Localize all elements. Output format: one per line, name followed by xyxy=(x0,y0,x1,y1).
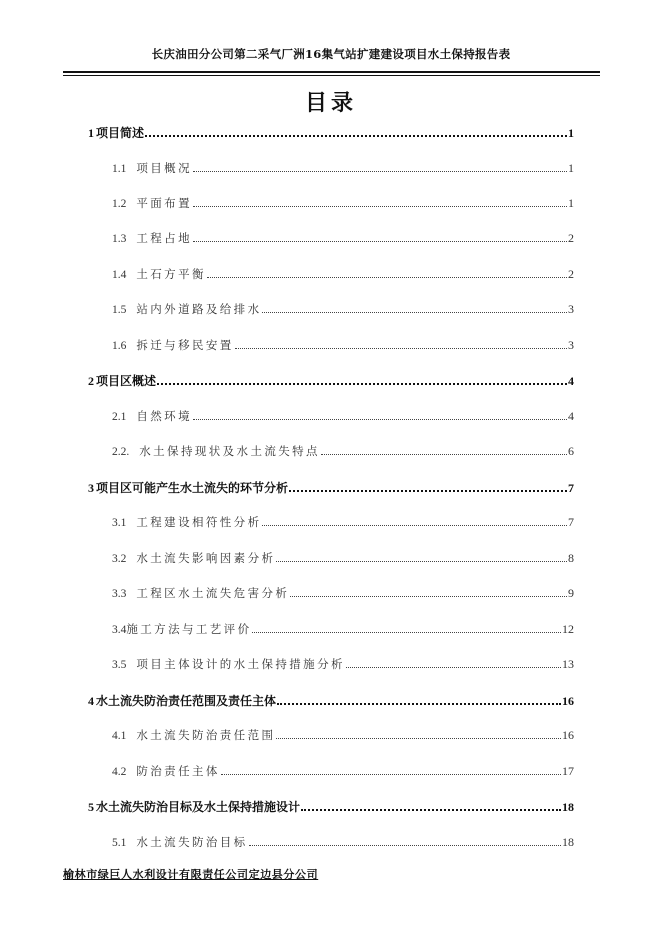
toc-entry-label: 项目区概述 xyxy=(96,374,157,388)
running-header-title: 长庆油田分公司第二采气厂洲16集气站扩建建设项目水土保持报告表 xyxy=(151,47,511,61)
toc-entry-label: 项目主体设计的水土保持措施分析 xyxy=(136,657,345,671)
dot-leader xyxy=(321,453,567,455)
dot-leader xyxy=(193,205,567,207)
dot-leader xyxy=(221,773,561,775)
toc-page-number: 17 xyxy=(562,764,574,778)
toc-section-entry[interactable] xyxy=(112,834,574,854)
toc-section-entry[interactable] xyxy=(112,337,574,357)
toc-entry-label: 站内外道路及给排水 xyxy=(136,302,262,316)
toc-section-entry[interactable] xyxy=(112,763,574,783)
toc-page-number: 3 xyxy=(568,302,574,316)
dot-leader xyxy=(290,595,567,597)
toc-entry-number: 5 xyxy=(88,800,94,814)
toc-entry-number: 2 xyxy=(88,374,94,388)
toc-title: 目录 xyxy=(304,90,357,116)
toc-page-number: 3 xyxy=(568,338,574,352)
toc-entry-label: 水土流失防治目标 xyxy=(136,835,248,849)
dot-leader xyxy=(289,489,567,492)
toc-chapter-entry[interactable] xyxy=(88,479,574,499)
toc-entry-label: 防治责任主体 xyxy=(136,764,220,778)
toc-section-entry[interactable] xyxy=(112,195,574,215)
toc-section-entry[interactable] xyxy=(112,550,574,570)
toc-entry-number: 5.1 xyxy=(112,837,127,849)
toc-chapter-entry[interactable] xyxy=(88,692,574,712)
toc-entry-number: 3.1 xyxy=(112,517,127,529)
dot-leader xyxy=(157,382,567,385)
toc-page-number: 7 xyxy=(568,515,574,529)
toc-entry-number: 2.2. xyxy=(112,446,130,458)
toc-page-number: 8 xyxy=(568,551,574,565)
toc-page-number: 4 xyxy=(568,374,574,388)
toc-entry-number: 1.5 xyxy=(112,304,127,316)
dot-leader xyxy=(193,170,567,172)
toc-entry-label: 项目简述 xyxy=(96,126,145,140)
toc-page-number: 1 xyxy=(568,126,574,140)
toc-page-number: 6 xyxy=(568,444,574,458)
toc-page-number: 1 xyxy=(568,161,574,175)
toc-entry-label: 施工方法与工艺评价 xyxy=(126,622,252,636)
toc-entry-label: 工程建设相符性分析 xyxy=(136,515,262,529)
dot-leader xyxy=(249,844,561,846)
header-rule-thick xyxy=(63,71,600,73)
toc-entry-label: 水土保持现状及水土流失特点 xyxy=(139,444,320,458)
toc-chapter-entry[interactable] xyxy=(88,124,574,144)
header-rule-thin xyxy=(63,75,600,76)
toc-page-number: 4 xyxy=(568,409,574,423)
toc-page-number: 12 xyxy=(562,622,574,636)
toc-entry-number: 1.4 xyxy=(112,269,127,281)
toc-entry-number: 3.3 xyxy=(112,588,127,600)
toc-entry-label: 自然环境 xyxy=(136,409,192,423)
footer-company: 榆林市绿巨人水利设计有限责任公司定边县分公司 xyxy=(63,868,319,881)
toc-entry-number: 1.6 xyxy=(112,340,127,352)
toc-page-number: 7 xyxy=(568,481,574,495)
toc-entry-label: 项目区可能产生水土流失的环节分析 xyxy=(96,481,289,495)
toc-entry-number: 1 xyxy=(88,126,94,140)
toc-entry-label: 工程区水土流失危害分析 xyxy=(136,586,290,600)
toc-page-number: 16 xyxy=(562,694,574,708)
dot-leader xyxy=(276,560,567,562)
toc-section-entry[interactable] xyxy=(112,727,574,747)
toc-entry-number: 1.1 xyxy=(112,163,127,175)
dot-leader xyxy=(346,666,561,668)
toc-page-number: 18 xyxy=(562,800,574,814)
toc-entry-number: 1.2 xyxy=(112,198,127,210)
toc-entry-number: 3.5 xyxy=(112,659,127,671)
toc-section-entry[interactable] xyxy=(112,514,574,534)
toc-page-number: 18 xyxy=(562,835,574,849)
toc-section-entry[interactable] xyxy=(112,656,574,676)
dot-leader xyxy=(145,134,567,137)
toc-section-entry[interactable] xyxy=(112,443,574,463)
toc-entry-number: 3 xyxy=(88,481,94,495)
toc-entry-label: 项目概况 xyxy=(136,161,192,175)
toc-chapter-entry[interactable] xyxy=(88,372,574,392)
dot-leader xyxy=(235,347,567,349)
toc-chapter-entry[interactable] xyxy=(88,798,574,818)
toc-section-entry[interactable] xyxy=(112,408,574,428)
toc-entry-number: 3.4 xyxy=(112,624,127,636)
toc-entry-label: 土石方平衡 xyxy=(136,267,206,281)
dot-leader xyxy=(262,311,567,313)
toc-entry-label: 水土流失防治责任范围 xyxy=(136,728,276,742)
toc-entry-number: 2.1 xyxy=(112,411,127,423)
toc-section-entry[interactable] xyxy=(112,230,574,250)
toc-page-number: 16 xyxy=(562,728,574,742)
toc-section-entry[interactable] xyxy=(112,160,574,180)
toc-entry-number: 4 xyxy=(88,694,94,708)
toc-entry-label: 水土流失防治责任范围及责任主体 xyxy=(96,694,277,708)
dot-leader xyxy=(277,702,561,705)
toc-entry-label: 工程占地 xyxy=(136,231,192,245)
dot-leader xyxy=(301,808,561,811)
toc-entry-label: 水土流失防治目标及水土保持措施设计 xyxy=(96,800,301,814)
toc-page-number: 2 xyxy=(568,231,574,245)
toc-section-entry[interactable] xyxy=(112,585,574,605)
dot-leader xyxy=(207,276,567,278)
toc-entry-label: 水土流失影响因素分析 xyxy=(136,551,276,565)
dot-leader xyxy=(262,524,567,526)
toc-entry-number: 4.2 xyxy=(112,766,127,778)
toc-page-number: 1 xyxy=(568,196,574,210)
toc-entry-label: 拆迁与移民安置 xyxy=(136,338,234,352)
toc-page-number: 13 xyxy=(562,657,574,671)
toc-section-entry[interactable] xyxy=(112,621,574,641)
toc-entry-label: 平面布置 xyxy=(136,196,192,210)
toc-page-number: 9 xyxy=(568,586,574,600)
toc-page-number: 2 xyxy=(568,267,574,281)
toc-entry-number: 4.1 xyxy=(112,730,127,742)
dot-leader xyxy=(193,240,567,242)
toc-entry-number: 3.2 xyxy=(112,553,127,565)
toc-section-entry[interactable] xyxy=(112,301,574,321)
toc-entry-number: 1.3 xyxy=(112,233,127,245)
dot-leader xyxy=(276,737,561,739)
dot-leader xyxy=(193,418,567,420)
toc-section-entry[interactable] xyxy=(112,266,574,286)
dot-leader xyxy=(252,631,561,633)
